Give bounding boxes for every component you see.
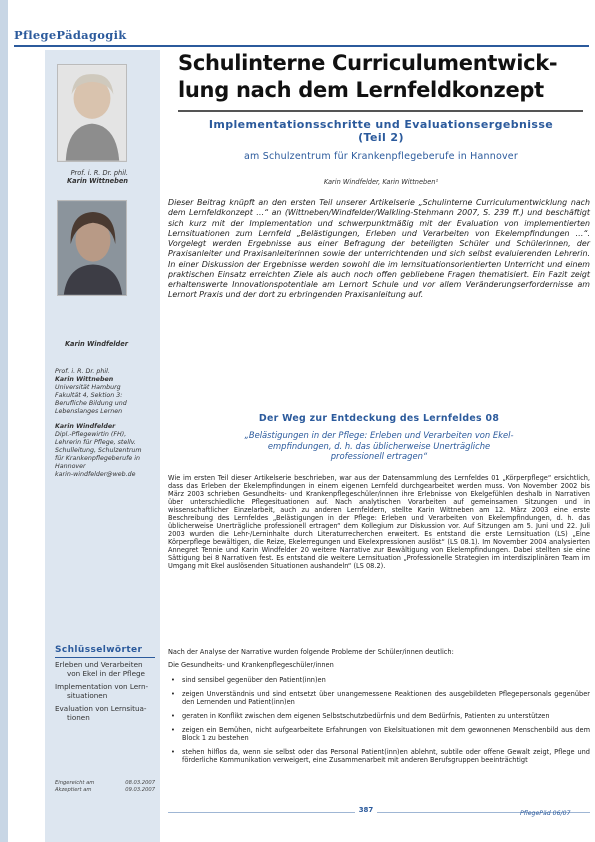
bio-email-link[interactable]: karin-windfelder@web.de (55, 471, 136, 478)
page-number: 387 (355, 806, 377, 814)
keyword-item: Erleben und Verarbeiten von Ekel in der Pflege (55, 660, 145, 678)
body-paragraph: Nach der Analyse der Narrative wurden folgende Probleme der Schüler/innen deutlich: (168, 648, 454, 656)
keywords-list (55, 660, 155, 726)
keyword-item: Implementation von Lern- situationen (55, 682, 149, 700)
section-subheading: „Belästigungen in der Pflege: Erleben und Verarbeiten von Ekel- empfindungen, d. h. das üblicherweise Unerträgliche professionell ertragen“ (244, 430, 514, 461)
portrait-image (58, 65, 126, 161)
keywords-heading: Schlüsselwörter (55, 645, 143, 655)
article-abstract: Dieser Beitrag knüpft an den ersten Teil unserer Artikelserie „Schulinterne Curriculumentwicklung nach dem Lernfeldkonzept …“ an (Wittneben/Windfelder/Walkling-Stehmann 2007, S. 239 ff.) und beschäftigt sich kurz mit der Implementation und schwerpunktmäßig mit der Evaluation von implementierten Lernsituationen zum Lernfeld „Belästigungen, Erleben und Verarbeiten von Ekelempfindungen …“. Vorgelegt werden Ergebnisse aus einer Befragung der beteiligten Schüler und Schülerinnen, der Praxisanleiter und Praxisanleiterinnen sowie der unterrichtenden und sich selbst evaluierenden Lehrerin. In einer Diskussion der Ergebnisse werden sowohl die im lernsituationsorientierten Unterricht und einem praktischen Einsatz erreichten Ziele als auch noch offen gebliebene Fragen thematisiert. Ein Fazit zeigt erhaltenswerte Innovationspotentiale am Lernort Schule und vor allem Veränderungserfordernisse am Lernort Praxis und der dort zu erbringenden Praxisanleitung auf. (168, 198, 590, 300)
bio-line: Hannover (55, 463, 86, 470)
journal-brand: PflegePädagogik (14, 28, 127, 42)
author-photo-windfelder (57, 200, 127, 296)
submission-dates (55, 780, 155, 794)
bio-line: Schulleitung, Schulzentrum (55, 447, 142, 454)
keyword-item: Evaluation von Lernsitua- tionen (55, 704, 147, 722)
article-authors: Karin Windfelder, Karin Wittneben¹ (323, 178, 439, 186)
bio-windfelder (55, 423, 155, 479)
author-bios (55, 368, 155, 486)
bio-line: Dipl.-Pflegewirtin (FH), (55, 431, 127, 438)
journal-issue: PflegePäd 06/07 (520, 810, 571, 817)
bio-line: Lebenslanges Lernen (55, 408, 123, 415)
photo2-caption: Karin Windfelder (64, 340, 128, 348)
article-subline: am Schulzentrum für Krankenpflegeberufe in Hannover (244, 151, 518, 162)
author-photo-wittneben (57, 64, 127, 162)
date-row: Akzeptiert am 09.03.2007 (55, 787, 155, 793)
bio-wittneben (55, 368, 155, 416)
bio-line: Fakultät 4, Sektion 3: (55, 392, 123, 399)
bio-name: Karin Windfelder (55, 423, 116, 430)
list-item: • sind sensibel gegenüber den Patient(inn)en (168, 676, 590, 684)
keywords-rule (55, 657, 155, 658)
bio-line: Lehrerin für Pflege, stellv. (55, 439, 136, 446)
title-rule (178, 110, 583, 112)
problem-list (168, 676, 590, 770)
portrait-image (58, 201, 126, 295)
bio-line: Prof. i. R. Dr. phil. (55, 368, 110, 375)
date-row: Eingereicht am 08.03.2007 (55, 780, 155, 786)
list-item: • stehen hilflos da, wenn sie selbst oder das Personal Patient(inn)en ablehnt, subtile oder offene Gewalt zeigt, Pflege und förderliche Kommunikation verweigert, eine Zusammenarbeit mit anderen Berufsgruppen beeinträchtigt (168, 748, 590, 764)
bio-line: für Krankenpflegeberufe in (55, 455, 140, 462)
bio-line: Universität Hamburg (55, 384, 121, 391)
article-subtitle: Implementationsschritte und Evaluationsergebnisse (Teil 2) (208, 118, 554, 144)
body-paragraph: Wie im ersten Teil dieser Artikelserie beschrieben, war aus der Datensammlung des Lernfeldes 01 „Körperpflege“ ersichtlich, dass das Erleben der Ekelempfindungen in einem eigenen Lernfeld durchgearbeitet werden muss. Von November 2002 bis März 2003 schrieben Gesundheits- und Krankenpflegeschüler/innen ihre Erlebnisse von Ekelgefühlen deshalb in Narrativen über unterschiedliche Pflegesituationen auf. Nach analytischen Vorarbeiten auf gemeinsamen Sitzungen und in wissenschaftlicher Einzelarbeit, auch zu anderen Lernfeldern, stellte Karin Wittneben am 12. März 2003 eine erste Beschreibung des Lernfeldes „Belästigungen in der Pflege: Erleben und Verarbeiten von Ekelempfindungen, d. h. das üblicherweise Unerträgliche professionell ertragen“ dem Kollegium zur Diskussion vor. Auf Sitzungen am 5. Juni und 22. Juli 2003 wurden die Lehr-/Lerninhalte durch Literaturrecherchen erweitert. Es entstand die erste Lernsituation (LS) „Eine Körperpflege bewältigen, die Reize, Ekelerregungen und Ekelexpressionen auslöst“ (LS 08.1). Im November 2004 analysierten Annegret Tennie und Karin Windfelder 20 weitere Narrative zur Bewältigung von Ekelempfindungen. Dabei stellten sie eine Sättigung bei 8 Narrativen fest. Es entstand die weitere Lernsituation „Professionelle Strategien im interdisziplinären Team im Umgang mit Ekel auslösenden Situationen aushandeln“ (LS 08.2). (168, 474, 590, 570)
bio-line: Berufliche Bildung und (55, 400, 127, 407)
bio-name: Karin Wittneben (55, 376, 114, 383)
section-heading: Der Weg zur Entdeckung des Lernfeldes 08 (258, 413, 500, 424)
photo1-caption-name: Karin Wittneben (67, 177, 128, 186)
article-title: Schulinterne Curriculumentwick- lung nach dem Lernfeldkonzept (178, 51, 558, 102)
body-paragraph: Die Gesundheits- und Krankenpflegeschüler/innen (168, 661, 334, 669)
list-item: • geraten in Konflikt zwischen dem eigenen Selbstschutzbedürfnis und dem Bedürfnis, Patienten zu unterstützen (168, 712, 590, 720)
photo1-caption-title: Prof. i. R. Dr. phil. (70, 169, 128, 177)
header-rule (14, 45, 589, 47)
left-margin-stripe (0, 0, 8, 842)
photo1-caption (48, 169, 128, 185)
list-item: • zeigen ein Bemühen, nicht aufgearbeitete Erfahrungen von Ekelsituationen mit dem gewonnenen Menschenbild aus dem Block 1 zu bestehen (168, 726, 590, 742)
list-item: • zeigen Unverständnis und sind entsetzt über unangemessene Reaktionen des ausgebildeten Pflegepersonals gegenüber den Lernenden und Patient(inn)en (168, 690, 590, 706)
